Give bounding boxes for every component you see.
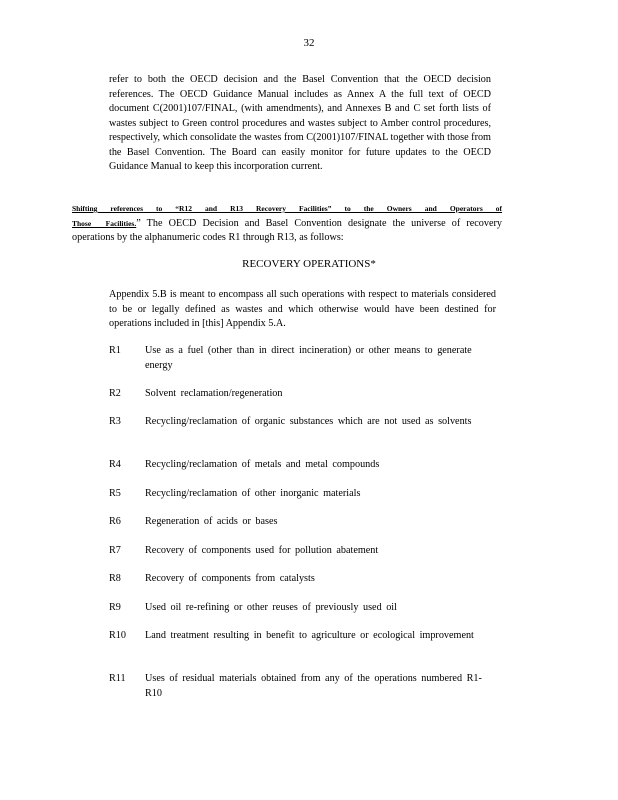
paragraph-appendix-note: Appendix 5.B is meant to encompass all such operations with respect to materials considered to be or legally defined as wastes and which otherwise would have been destined for operations included in [this] Appendix 5.A. <box>109 289 496 329</box>
operation-description: Recovery of components from catalysts <box>145 573 315 584</box>
operation-description: Use as a fuel (other than in direct incineration) or other means to generate energy <box>145 345 472 371</box>
operation-code: R4 <box>109 459 121 470</box>
operation-code: R10 <box>109 630 126 641</box>
paragraph-oecd-guidance: refer to both the OECD decision and the Basel Convention that the OECD decision references. The OECD Guidance Manual includes as Annex A the full text of OECD document C(2001)107/FINAL, (with amendments), and Annexes B and C set forth lists of wastes subject to Green control procedures and wastes subject to Amber control procedures, respectively, which consolidate the wastes from C(2001)107/FINAL together with those from the Basel Convention. The Board can easily monitor for future updates to the OECD Guidance Manual to keep this incorporation current. <box>109 74 491 172</box>
operation-code: R2 <box>109 388 121 399</box>
page-number: 32 <box>303 37 315 49</box>
operation-code: R5 <box>109 488 121 499</box>
operation-description: Recycling/reclamation of other inorganic materials <box>145 488 361 499</box>
operation-code: R7 <box>109 545 121 556</box>
operation-description: Solvent reclamation/regeneration <box>145 388 283 399</box>
operation-code: R6 <box>109 516 121 527</box>
operation-description: Land treatment resulting in benefit to agriculture or ecological improvement <box>145 630 474 641</box>
operation-description: Recovery of components used for pollution abatement <box>145 545 379 556</box>
operation-code: R11 <box>109 673 126 684</box>
operation-description: Used oil re-refining or other reuses of previously used oil <box>145 602 397 613</box>
operation-code: R9 <box>109 602 121 613</box>
operation-code: R1 <box>109 345 121 356</box>
operation-code: R3 <box>109 416 121 427</box>
underlined-heading-shifting-references: Shifting references to “R12 and R13 Recovery Facilities” to the Owners and Operators of Those Facilities. <box>72 204 502 228</box>
operation-description: Uses of residual materials obtained from any of the operations numbered R1-R10 <box>145 673 482 699</box>
paragraph-recovery-universe <box>72 202 502 246</box>
operation-description: Recycling/reclamation of metals and metal compounds <box>145 459 380 470</box>
paragraph-recovery-universe-text: ” The OECD Decision and Basel Convention designate the universe of recovery operations by the alphanumeric codes R1 through R13, as follows: <box>72 217 502 243</box>
operation-description: Regeneration of acids or bases <box>145 516 278 527</box>
operation-description: Recycling/reclamation of organic substances which are not used as solvents <box>145 416 472 427</box>
recovery-operations-heading: RECOVERY OPERATIONS* <box>242 258 376 270</box>
operation-code: R8 <box>109 573 121 584</box>
